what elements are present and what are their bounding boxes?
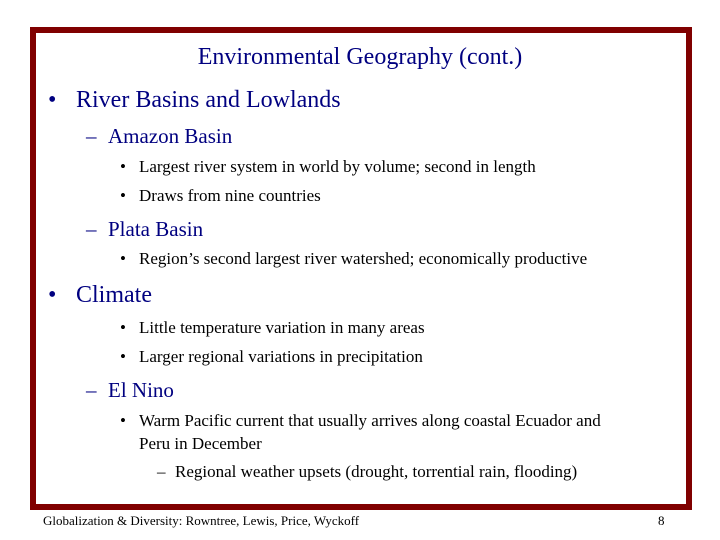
bullet-mark: • (120, 318, 126, 337)
detail-text: Little temperature variation in many areas (139, 318, 425, 337)
detail-bullet-second-largest (120, 249, 587, 269)
detail-text: Larger regional variations in precipitation (139, 347, 423, 366)
bullet-mark: • (120, 157, 126, 176)
sub-detail-weather-upsets (157, 462, 577, 482)
detail-text: Largest river system in world by volume; second in length (139, 157, 536, 176)
dash-mark: – (157, 462, 166, 481)
footer-credit: Globalization & Diversity: Rowntree, Lewis, Price, Wyckoff (43, 513, 360, 528)
detail-text: Region’s second largest river watershed; economically productive (139, 249, 588, 268)
sub-bullet-plata-basin (86, 217, 203, 242)
page-number: 8 (658, 513, 665, 528)
bullet-mark: • (120, 411, 126, 430)
detail-bullet-warm-current-continued (139, 434, 262, 454)
bullet-mark: • (48, 282, 57, 308)
detail-bullet-warm-current (120, 411, 601, 431)
detail-bullet-largest-river (120, 157, 536, 177)
sub-bullet-text: Plata Basin (108, 217, 204, 241)
sub-detail-text: Regional weather upsets (drought, torrential rain, flooding) (175, 462, 578, 481)
bullet-climate (48, 282, 152, 309)
bullet-mark: • (120, 186, 126, 205)
detail-text: Draws from nine countries (139, 186, 321, 205)
dash-mark: – (86, 378, 97, 402)
detail-text: Peru in December (139, 434, 262, 453)
bullet-mark: • (48, 87, 57, 113)
detail-text: Warm Pacific current that usually arrives along coastal Ecuador and (139, 411, 601, 430)
sub-bullet-el-nino (86, 378, 174, 403)
slide-title: Environmental Geography (cont.) (197, 44, 523, 70)
sub-bullet-text: Amazon Basin (108, 124, 233, 148)
detail-bullet-nine-countries (120, 186, 321, 206)
sub-bullet-amazon-basin (86, 124, 232, 149)
detail-bullet-precipitation (120, 347, 423, 367)
dash-mark: – (86, 217, 97, 241)
dash-mark: – (86, 124, 97, 148)
bullet-mark: • (120, 249, 126, 268)
detail-bullet-temperature (120, 318, 425, 338)
bullet-text: Climate (76, 282, 152, 308)
bullet-text: River Basins and Lowlands (76, 87, 341, 113)
bullet-mark: • (120, 347, 126, 366)
sub-bullet-text: El Nino (108, 378, 174, 402)
bullet-river-basins (48, 87, 341, 114)
